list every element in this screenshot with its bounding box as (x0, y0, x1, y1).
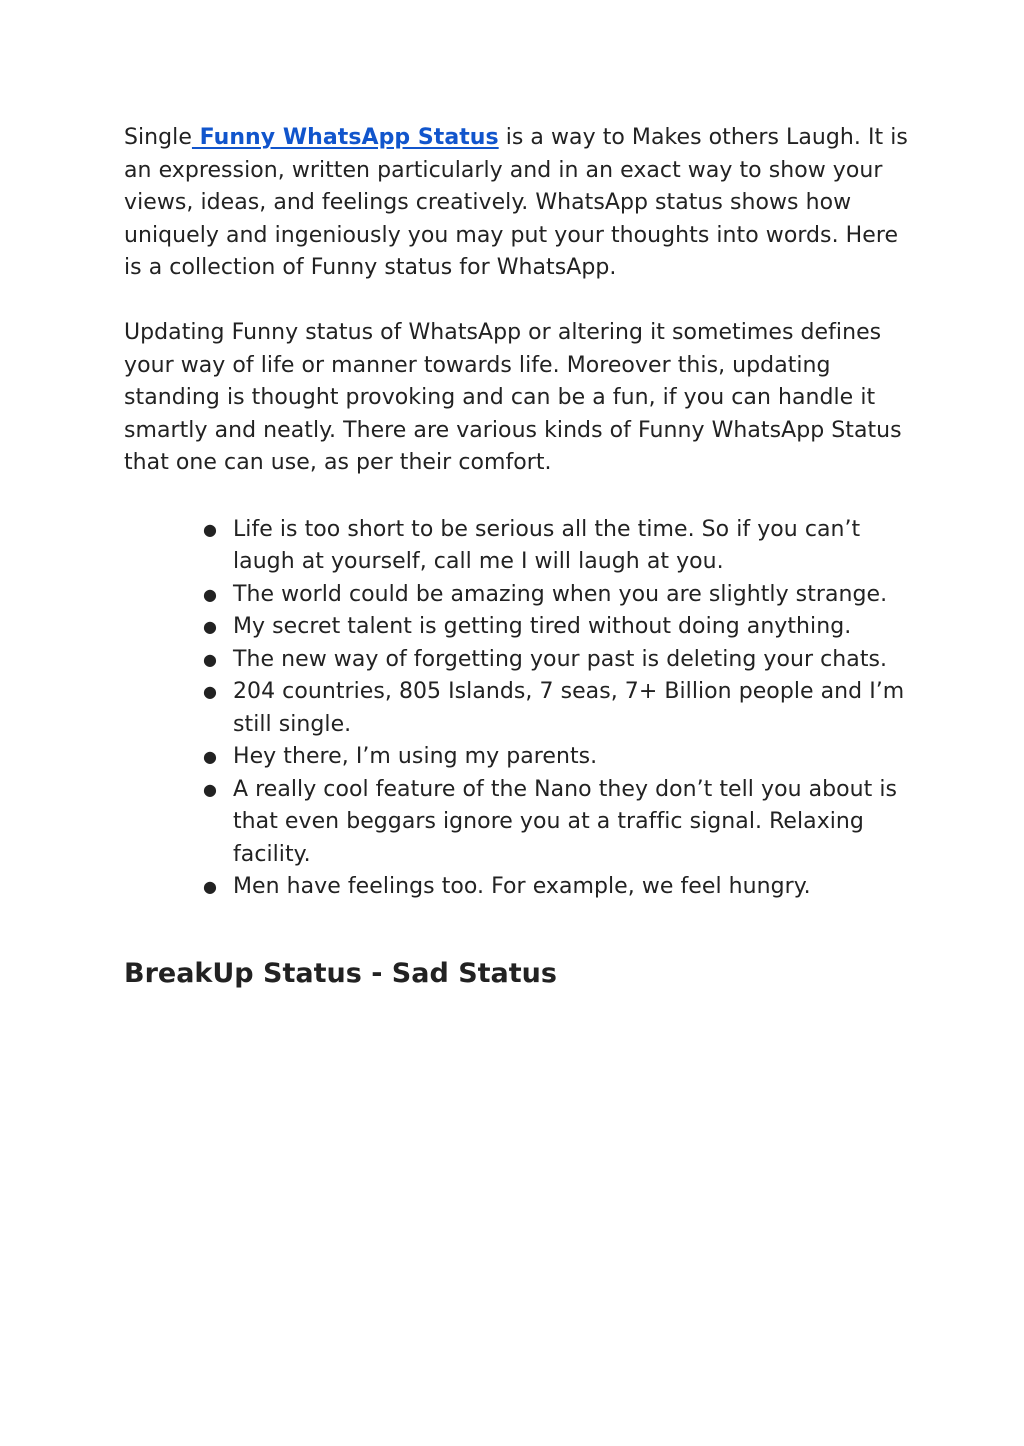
section-heading: BreakUp Status - Sad Status (124, 957, 557, 989)
document-page (124, 122, 914, 994)
list-item (203, 676, 914, 741)
list-item (203, 579, 914, 612)
list-item (203, 741, 914, 774)
intro-rest: is a way to Makes others Laugh. It is an expression, written particularly and in an exact way to show your views, ideas, and feelings creatively. WhatsApp status shows how uniquely and ingeniously you may put your thoughts into words. Here is a collection of Funny status for WhatsApp. (124, 125, 908, 280)
list-item-text: Life is too short to be serious all the time. So if you can’t laugh at yourself, call me I will laugh at you. (233, 516, 861, 574)
list-item-text: A really cool feature of the Nano they don’t tell you about is that even beggars ignore you at a traffic signal. Relaxing facility. (233, 776, 898, 867)
bullet-icon: ● (203, 682, 218, 701)
list-item-text: Men have feelings too. For example, we feel hungry. (233, 874, 811, 899)
list-item-text: 204 countries, 805 Islands, 7 seas, 7+ Billion people and I’m still single. (233, 679, 905, 737)
list-item (203, 611, 914, 644)
intro-paragraph (124, 122, 914, 285)
list-item (203, 871, 914, 904)
intro-lead: Single (124, 125, 192, 150)
bullet-icon: ● (203, 519, 218, 539)
bullet-icon: ● (203, 747, 218, 766)
funny-status-list (124, 514, 914, 904)
list-item (203, 514, 914, 579)
list-item-text: My secret talent is getting tired without doing anything. (233, 614, 852, 639)
list-item (203, 774, 914, 872)
list-item-text: Hey there, I’m using my parents. (233, 744, 598, 769)
funny-whatsapp-status-link[interactable]: Funny WhatsApp Status (191, 125, 499, 150)
list-item (203, 644, 914, 677)
list-item-text: The new way of forgetting your past is deleting your chats. (233, 646, 888, 672)
bullet-icon: ● (203, 649, 218, 669)
bullet-icon: ● (203, 617, 218, 636)
bullet-icon: ● (203, 877, 218, 896)
second-paragraph: Updating Funny status of WhatsApp or altering it sometimes defines your way of life or manner towards life. Moreover this, updating standing is thought provoking and can be a fun, if you can handle it smartly and neatly. There are various kinds of Funny WhatsApp Status that one can use, as per their comfort. (124, 320, 902, 475)
bullet-icon: ● (203, 584, 218, 604)
bullet-icon: ● (203, 779, 218, 799)
list-item-text: The world could be amazing when you are slightly strange. (233, 581, 888, 607)
